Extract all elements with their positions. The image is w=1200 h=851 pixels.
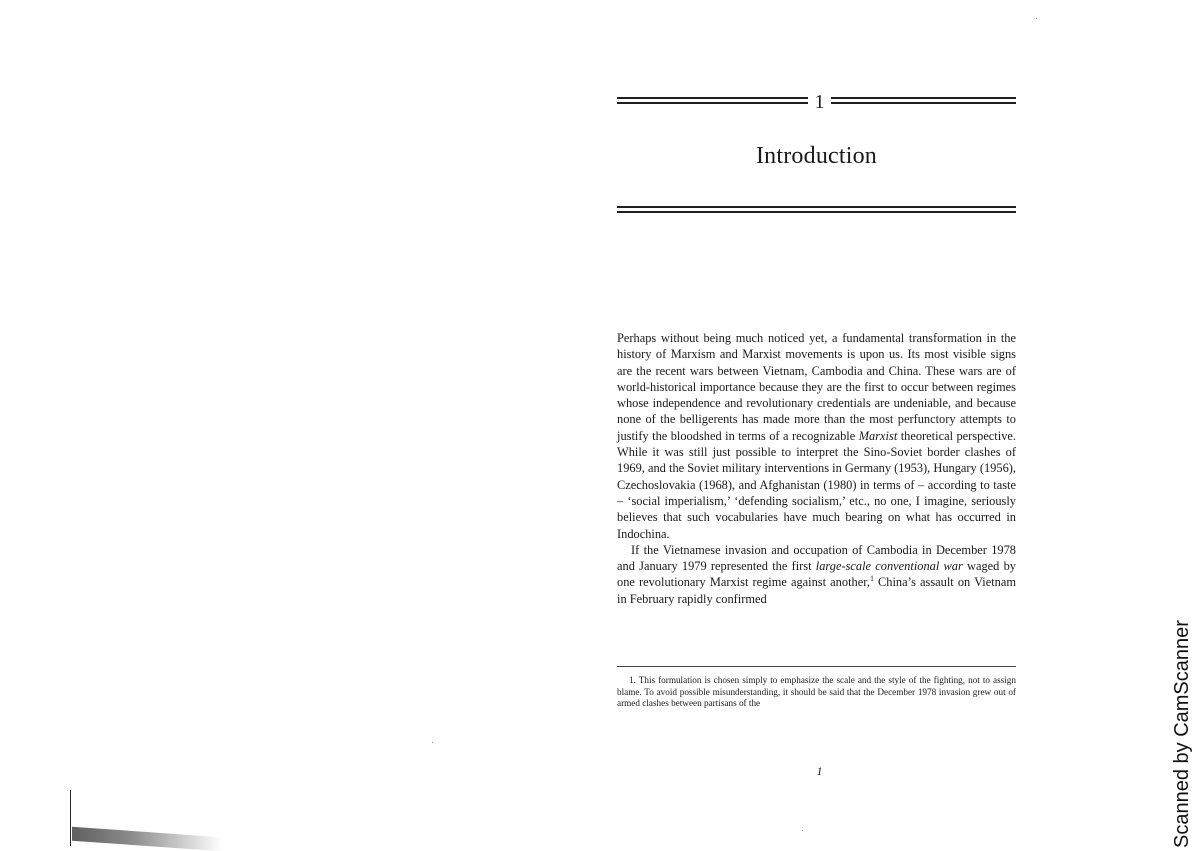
scan-speck (432, 742, 433, 743)
watermark-text: Scanned by CamScanner (1171, 620, 1193, 848)
chapter-rule-top-left (617, 97, 808, 107)
emphasis-conventional-war: large-scale conventional war (815, 559, 963, 574)
body-text (617, 330, 1016, 607)
chapter-rule-bottom (617, 206, 1016, 214)
emphasis-marxist: Marxist (858, 428, 898, 443)
footnote-reference: 1 (869, 574, 874, 584)
paragraph-2: If the Vietnamese invasion and occupation of Cambodia in December 1978 and January 1979 represented the first large-scale conventional war waged by one revolutionary Marxist regime against another,$^1$ China’s assault on Vietnam in February rapidly confirmed (617, 542, 1016, 606)
scan-speck (1036, 18, 1037, 19)
chapter-title: Introduction (755, 143, 878, 169)
footnote-separator (617, 666, 1016, 667)
scan-speck (802, 830, 803, 831)
footnote: 1. This formulation is chosen simply to emphasize the scale and the style of the fighting, not to assign blame. To avoid possible misunderstanding, it should be said that the December 1978 invasion grew out of armed clashes between partisans of the (617, 675, 1016, 709)
paragraph-1: Perhaps without being much noticed yet, a fundamental transformation in the history of Marxism and Marxist movements is upon us. Its most visible signs are the recent wars between Vietnam, Cambodia and China. These wars are of world-historical importance because they are the first to occur between regimes whose independence and revolutionary credentials are undeniable, and because none of the belligerents has made more than the most perfunctory attempts to justify the bloodshed in terms of a recognizable Marxist theoretical perspective. While it was still just possible to interpret the Sino-Soviet border clashes of 1969, and the Soviet military interventions in Germany (1953), Hungary (1956), Czechoslovakia (1968), and Afghanistan (1980) in terms of – according to taste – ‘social imperialism,’ ‘defending socialism,’ etc., no one, I imagine, seriously believes that such vocabularies have much bearing on what has occurred in Indochina. (617, 331, 1016, 541)
page-number: 1 (816, 764, 823, 778)
chapter-number: 1 (814, 91, 825, 113)
chapter-rule-top-right (831, 97, 1016, 107)
left-page-edge-shadow (72, 827, 222, 851)
scanner-watermark (1160, 600, 1200, 848)
